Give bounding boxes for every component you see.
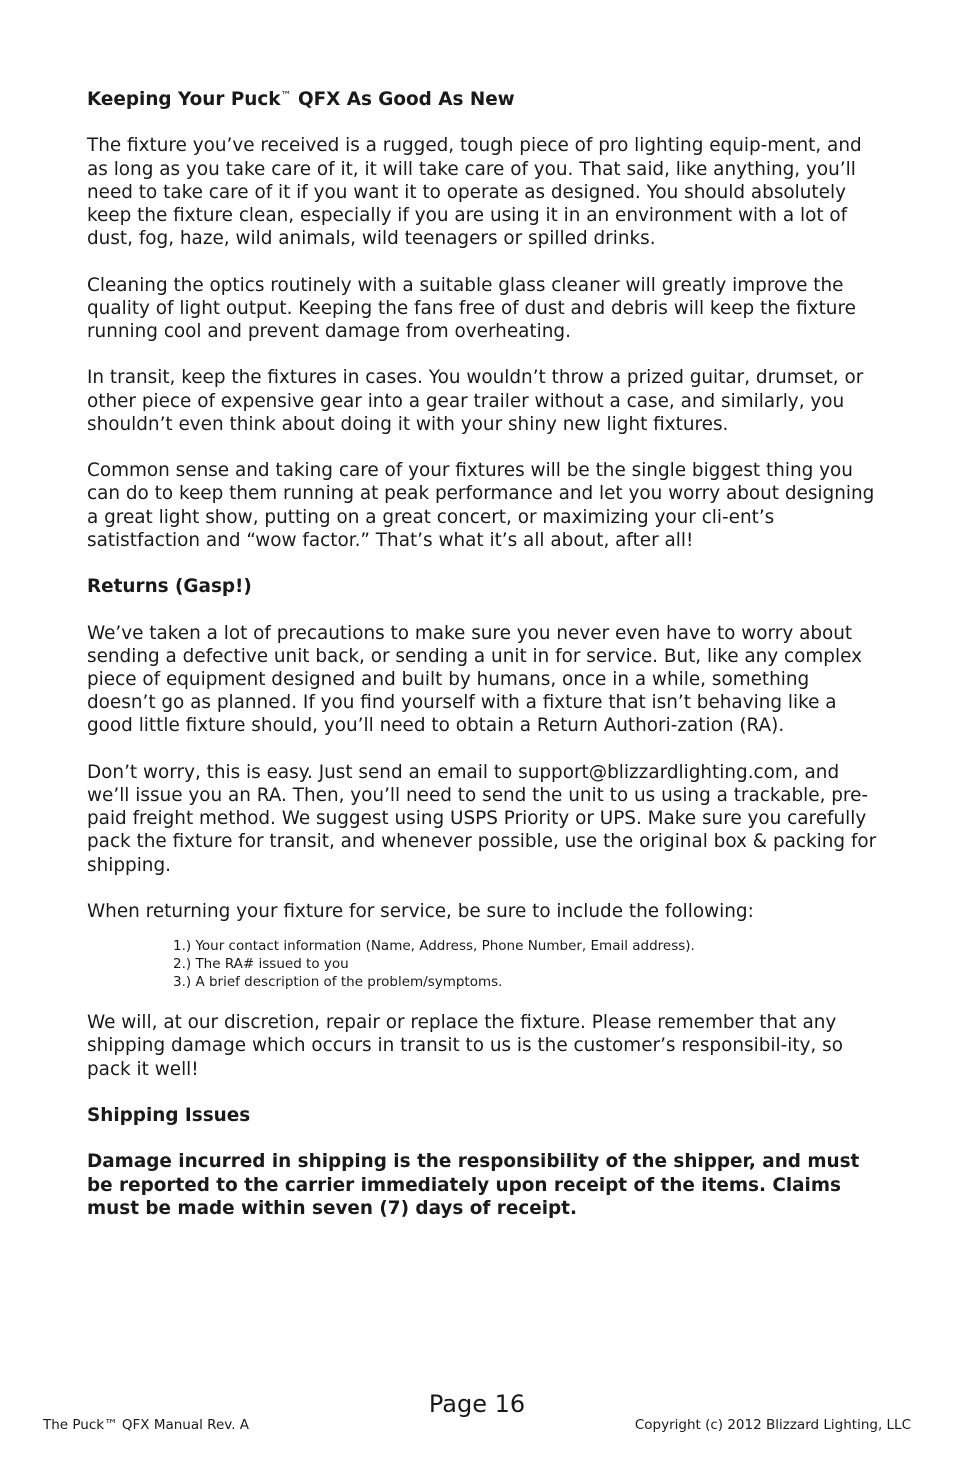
paragraph-care-intro: The fixture you’ve received is a rugged, tough piece of pro lighting equip-ment, and as long as you take care of it, it will take care of you. That said, like anything, you’ll need to take care of it if you want it to operate as designed. You should absolutely keep the fixture clean, especially if you are using it in an environment with a lot of dust, fog, haze, wild animals, wild teenagers or spilled drinks. — [87, 135, 862, 250]
paragraph-transit: In transit, keep the fixtures in cases. You wouldn’t throw a prized guitar, drumset, or other piece of expensive gear into a gear trailer without a case, and similarly, you shouldn’t even think about doing it with your shiny new light fixtures. — [87, 367, 864, 435]
list-item: 1.) Your contact information (Name, Address, Phone Number, Email address). — [173, 938, 695, 955]
paragraph-returns-include: When returning your fixture for service, be sure to include the following: — [87, 900, 754, 922]
paragraph-returns-closing: We will, at our discretion, repair or replace the fixture. Please remember that any shipping damage which occurs in transit to us is the customer’s responsibil-ity, so pack it well! — [87, 1012, 843, 1080]
paragraph-shipping-notice: Damage incurred in shipping is the responsibility of the shipper, and must be reported to the carrier immediately upon receipt of the items. Claims must be made within seven (7) days of receipt. — [87, 1151, 860, 1219]
section-heading-care — [87, 84, 877, 111]
paragraph-cleaning: Cleaning the optics routinely with a suitable glass cleaner will greatly improve the quality of light output. Keeping the fans free of dust and debris will keep the fixture running cool and prevent damage from overheating. — [87, 274, 856, 342]
returns-checklist — [173, 937, 877, 991]
footer-copyright: Copyright (c) 2012 Blizzard Lighting, LLC — [634, 1417, 911, 1433]
heading-text: Keeping Your Puck — [87, 89, 281, 110]
paragraph-returns-intro: We’ve taken a lot of precautions to make sure you never even have to worry about sending a defective unit back, or sending a unit in for service. But, like any complex piece of equipment designed and built by humans, once in a while, something doesn’t go as planned. If you find yourself with a fixture that isn’t behaving like a good little fixture should, you’ll need to obtain a Return Authori-zation (RA). — [87, 622, 862, 737]
section-heading-returns: Returns (Gasp!) — [87, 576, 252, 598]
list-item: 2.) The RA# issued to you — [173, 956, 349, 973]
paragraph-returns-email: Don’t worry, this is easy. Just send an email to support@blizzardlighting.com, and we’ll issue you an RA. Then, you’ll need to send the unit to us using a trackable, pre-paid freight method. We suggest using USPS Priority or UPS. Make sure you carefully pack the fixture for transit, and whenever possible, use the original box & packing for shipping. — [87, 761, 877, 876]
footer-manual-title: The Puck™ QFX Manual Rev. A — [43, 1417, 250, 1433]
page-number: Page 16 — [428, 1390, 526, 1418]
paragraph-common-sense: Common sense and taking care of your fixtures will be the single biggest thing you can do to keep them running at peak performance and let you worry about designing a great light show, putting on a great concert, or maximizing your cli-ent’s satistfaction and “wow factor.” That’s what it’s all about, after all! — [87, 460, 875, 551]
trademark-symbol: ™ — [280, 89, 292, 102]
list-item: 3.) A brief description of the problem/symptoms. — [173, 974, 503, 991]
heading-text-suffix: QFX As Good As New — [291, 89, 515, 110]
document-body — [87, 84, 877, 1243]
section-heading-shipping: Shipping Issues — [87, 1104, 251, 1126]
